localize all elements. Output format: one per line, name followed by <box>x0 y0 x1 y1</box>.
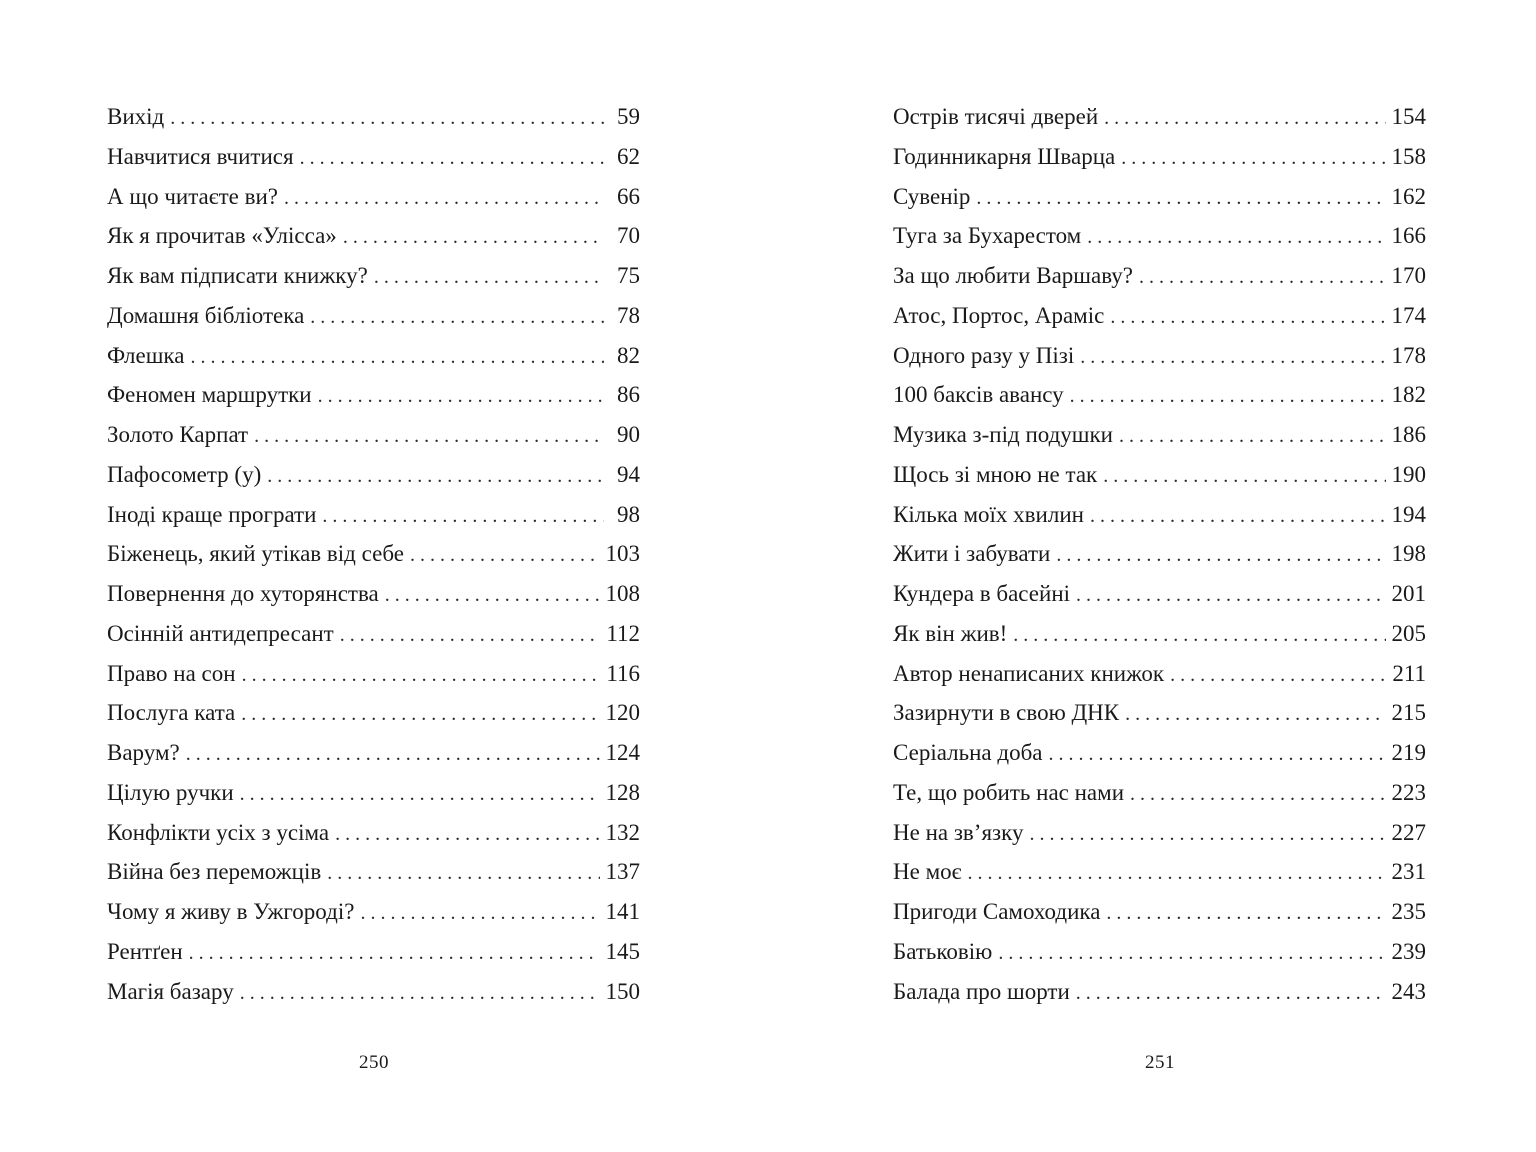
toc-entry-title: Рентґен <box>107 938 183 964</box>
toc-entry-title: Конфлікти усіх з усіма <box>107 819 330 845</box>
toc-entry-title: Чому я живу в Ужгороді? <box>107 899 355 924</box>
toc-entry[interactable] <box>893 614 1426 654</box>
toc-entry[interactable] <box>107 852 640 892</box>
toc-entry-page: 132 <box>605 819 640 845</box>
toc-entry-page: 66 <box>617 183 640 209</box>
toc-entry-page: 78 <box>617 302 640 328</box>
dot-leader <box>1013 616 1385 656</box>
toc-entry-title: Іноді краще програти <box>107 501 317 527</box>
toc-entry[interactable] <box>107 177 640 217</box>
toc-entry-page: 124 <box>605 740 640 765</box>
dot-leader <box>327 854 599 894</box>
toc-entry-title: Вихід <box>107 104 165 129</box>
toc-entry-page: 70 <box>617 223 640 249</box>
toc-entry-title: Кілька моїх хвилин <box>893 501 1084 527</box>
toc-entry-page: 154 <box>1391 104 1426 129</box>
toc-entry-page: 120 <box>605 700 640 726</box>
toc-entry-title: Кундера в басейні <box>893 581 1071 606</box>
dot-leader <box>322 497 604 537</box>
toc-entry[interactable] <box>107 137 640 177</box>
toc-entry-page: 215 <box>1391 700 1426 726</box>
toc-entry-title: Острів тисячі дверей <box>893 104 1099 129</box>
toc-entry-page: 243 <box>1391 978 1426 1004</box>
toc-entry-page: 166 <box>1391 223 1426 249</box>
dot-leader <box>1076 974 1386 1014</box>
toc-entry-title: Щось зі мною не так <box>893 461 1098 487</box>
dot-leader <box>240 775 600 815</box>
toc-entry-title: Магія базару <box>107 978 234 1004</box>
toc-entry-title: Туга за Бухарестом <box>893 223 1082 249</box>
toc-entry-title: Як вам підписати книжку? <box>107 263 368 288</box>
toc-entry-title: Пафосометр (у) <box>107 461 262 487</box>
toc-entry-page: 201 <box>1391 581 1426 606</box>
dot-leader <box>1090 497 1386 537</box>
toc-entry-page: 128 <box>605 779 640 805</box>
toc-entry-page: 178 <box>1391 342 1426 368</box>
toc-entry-page: 86 <box>617 382 640 408</box>
dot-leader <box>1125 695 1385 735</box>
toc-entry-title: Жити і забувати <box>893 541 1051 567</box>
toc-entry[interactable] <box>893 336 1426 376</box>
toc-entry-page: 174 <box>1391 302 1426 328</box>
toc-entry[interactable] <box>893 534 1426 574</box>
toc-entry-page: 98 <box>617 501 640 527</box>
toc-entry[interactable] <box>893 495 1426 535</box>
toc-entry-title: Варум? <box>107 740 180 765</box>
toc-entry[interactable] <box>893 455 1426 495</box>
toc-entry-title: Сувенір <box>893 183 971 209</box>
dot-leader <box>310 298 604 338</box>
dot-leader <box>318 377 604 417</box>
toc-entry-page: 116 <box>606 660 640 686</box>
toc-entry[interactable] <box>107 216 640 256</box>
toc-entry-page: 231 <box>1391 859 1426 885</box>
toc-entry-page: 94 <box>617 461 640 487</box>
toc-entry-title: Зазирнути в свою ДНК <box>893 700 1120 726</box>
toc-entry-page: 211 <box>1392 660 1426 686</box>
toc-entry-title: Балада про шорти <box>893 978 1070 1004</box>
dot-leader <box>1130 775 1386 815</box>
dot-leader <box>190 338 604 378</box>
toc-entry[interactable] <box>107 296 640 336</box>
dot-leader <box>968 854 1386 894</box>
toc-entry[interactable] <box>893 574 1426 614</box>
toc-entry-title: Послуга ката <box>107 700 236 726</box>
dot-leader <box>267 457 604 497</box>
dot-leader <box>335 815 599 855</box>
toc-entry-page: 137 <box>605 859 640 885</box>
toc-entry-page: 223 <box>1391 779 1426 805</box>
toc-entry-title: Повернення до хуторянства <box>107 581 379 606</box>
dot-leader <box>1076 576 1385 616</box>
toc-entry[interactable] <box>107 654 640 694</box>
toc-entry[interactable] <box>893 654 1426 694</box>
toc-entry[interactable] <box>107 534 640 574</box>
dot-leader <box>189 934 600 974</box>
toc-entry-title: Пригоди Самоходика <box>893 899 1101 924</box>
toc-entry-title: Серіальна доба <box>893 740 1043 765</box>
dot-leader <box>242 656 601 696</box>
toc-entry-title: Право на сон <box>107 660 236 686</box>
dot-leader <box>170 99 604 139</box>
dot-leader <box>410 536 600 576</box>
dot-leader <box>1048 735 1385 775</box>
toc-entry[interactable] <box>893 177 1426 217</box>
dot-leader <box>385 576 600 616</box>
toc-entry[interactable] <box>893 415 1426 455</box>
toc-entry[interactable] <box>107 256 640 296</box>
dot-leader <box>1119 417 1386 457</box>
toc-entry[interactable] <box>107 336 640 376</box>
toc-entry-title: Війна без переможців <box>107 859 322 885</box>
dot-leader <box>186 735 600 775</box>
toc-entry[interactable] <box>107 495 640 535</box>
toc-entry-page: 150 <box>605 978 640 1004</box>
toc-entry-page: 145 <box>605 938 640 964</box>
toc-entry-page: 158 <box>1391 143 1426 169</box>
toc-entry[interactable] <box>107 375 640 415</box>
dot-leader <box>374 258 604 298</box>
toc-entry-page: 141 <box>605 899 640 924</box>
toc-entry-title: Як я прочитав «Улісса» <box>107 223 337 249</box>
toc-entry-title: Навчитися вчитися <box>107 143 294 169</box>
toc-entry[interactable] <box>893 773 1426 813</box>
dot-leader <box>1080 338 1385 378</box>
dot-leader <box>1110 298 1385 338</box>
toc-entry-title: 100 баксів авансу <box>893 382 1064 408</box>
toc-entry[interactable] <box>107 972 640 1012</box>
toc-entry-page: 219 <box>1391 740 1426 765</box>
toc-entry-page: 194 <box>1391 501 1426 527</box>
dot-leader <box>1103 457 1385 497</box>
toc-entry-title: За що любити Варшаву? <box>893 263 1133 288</box>
toc-entry[interactable] <box>893 852 1426 892</box>
toc-entry-title: А що читаєте ви? <box>107 183 278 209</box>
toc-list-right <box>893 97 1426 1011</box>
dot-leader <box>998 934 1385 974</box>
dot-leader <box>254 417 604 457</box>
toc-entry-title: Одного разу у Пізі <box>893 342 1075 368</box>
toc-entry[interactable] <box>107 932 640 972</box>
dot-leader <box>1070 377 1386 417</box>
toc-entry-title: Батьковію <box>893 938 993 964</box>
toc-entry-page: 62 <box>617 143 640 169</box>
dot-leader <box>360 894 599 934</box>
toc-entry-page: 235 <box>1391 899 1426 924</box>
toc-entry-title: Домашня бібліотека <box>107 302 305 328</box>
toc-entry[interactable] <box>107 455 640 495</box>
toc-entry-page: 170 <box>1391 263 1426 288</box>
toc-entry-title: Золото Карпат <box>107 422 249 447</box>
toc-entry-title: Як він жив! <box>893 620 1008 646</box>
toc-entry[interactable] <box>893 375 1426 415</box>
toc-entry[interactable] <box>893 693 1426 733</box>
toc-entry[interactable] <box>107 415 640 455</box>
toc-entry-page: 198 <box>1391 541 1426 567</box>
toc-entry[interactable] <box>893 733 1426 773</box>
toc-entry-title: Годинникарня Шварца <box>893 143 1116 169</box>
toc-entry-page: 186 <box>1391 422 1426 447</box>
dot-leader <box>1139 258 1386 298</box>
dot-leader <box>240 974 600 1014</box>
toc-entry-page: 239 <box>1391 938 1426 964</box>
dot-leader <box>300 139 604 179</box>
dot-leader <box>241 695 599 735</box>
toc-entry[interactable] <box>107 733 640 773</box>
dot-leader <box>1029 815 1385 855</box>
toc-entry-page: 205 <box>1391 620 1426 646</box>
page-number-right: 251 <box>1145 1052 1175 1073</box>
toc-entry-title: Автор ненаписаних книжок <box>893 660 1165 686</box>
toc-entry-page: 227 <box>1391 819 1426 845</box>
dot-leader <box>1170 656 1386 696</box>
toc-entry-page: 90 <box>617 422 640 447</box>
toc-entry[interactable] <box>107 614 640 654</box>
toc-entry[interactable] <box>107 574 640 614</box>
dot-leader <box>284 179 604 219</box>
toc-entry[interactable] <box>893 137 1426 177</box>
toc-entry-page: 108 <box>605 581 640 606</box>
toc-entry-page: 182 <box>1391 382 1426 408</box>
toc-entry-page: 112 <box>606 620 640 646</box>
toc-entry-title: Цілую ручки <box>107 779 234 805</box>
toc-entry-page: 190 <box>1391 461 1426 487</box>
dot-leader <box>1121 139 1385 179</box>
toc-entry-title: Музика з-під подушки <box>893 422 1113 447</box>
toc-entry-page: 103 <box>605 541 640 567</box>
page-number-left: 250 <box>359 1052 389 1073</box>
toc-entry-title: Те, що робить нас нами <box>893 779 1124 805</box>
dot-leader <box>1087 218 1385 258</box>
toc-entry-page: 59 <box>617 104 640 129</box>
toc-list-left <box>107 97 640 1011</box>
toc-entry[interactable] <box>893 256 1426 296</box>
toc-entry-title: Осінній антидепресант <box>107 620 334 646</box>
toc-entry[interactable] <box>107 97 640 137</box>
toc-entry-title: Флешка <box>107 342 185 368</box>
toc-entry[interactable] <box>107 892 640 932</box>
toc-entry[interactable] <box>893 892 1426 932</box>
toc-entry-page: 75 <box>617 263 640 288</box>
toc-entry[interactable] <box>107 773 640 813</box>
toc-entry-title: Біженець, який утікав від себе <box>107 541 404 567</box>
toc-entry-title: Не моє <box>893 859 962 885</box>
dot-leader <box>340 616 601 656</box>
right-page <box>893 0 1426 1152</box>
toc-entry[interactable] <box>893 932 1426 972</box>
toc-entry-title: Феномен маршрутки <box>107 382 312 408</box>
toc-entry-title: Атос, Портос, Араміс <box>893 302 1105 328</box>
dot-leader <box>1106 894 1385 934</box>
toc-entry-title: Не на зв’язку <box>893 819 1024 845</box>
toc-entry[interactable] <box>893 97 1426 137</box>
toc-entry[interactable] <box>893 296 1426 336</box>
dot-leader <box>1056 536 1385 576</box>
toc-entry-page: 82 <box>617 342 640 368</box>
dot-leader <box>1104 99 1385 139</box>
toc-entry[interactable] <box>107 813 640 853</box>
toc-entry[interactable] <box>107 693 640 733</box>
toc-entry[interactable] <box>893 813 1426 853</box>
dot-leader <box>343 218 604 258</box>
left-page <box>107 0 640 1152</box>
toc-entry-page: 162 <box>1391 183 1426 209</box>
dot-leader <box>976 179 1385 219</box>
toc-entry[interactable] <box>893 972 1426 1012</box>
toc-entry[interactable] <box>893 216 1426 256</box>
